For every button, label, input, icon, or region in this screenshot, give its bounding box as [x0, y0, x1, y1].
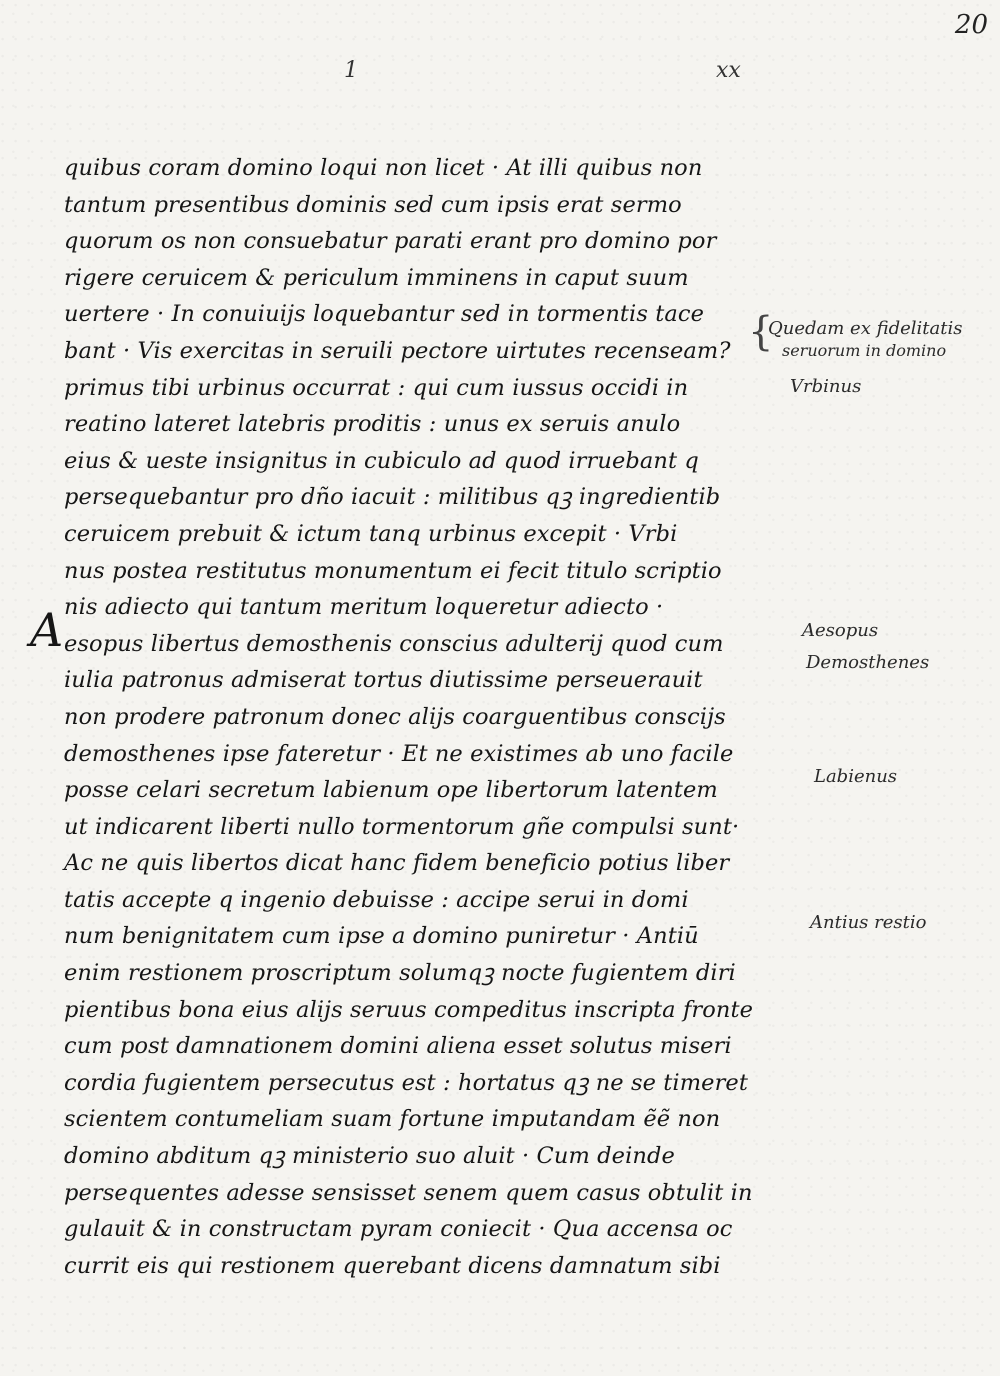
header-mark-left: 1 [344, 58, 358, 83]
text-line: domino abditum qꝫ ministerio suo aluit · Cum deinde [64, 1143, 675, 1170]
margin-note-3: Labienus [814, 766, 898, 787]
margin-note-2-line-2: Demosthenes [806, 652, 930, 673]
text-line: ut indicarent liberti nullo tormentorum gñe compulsi sunt· [64, 813, 740, 840]
margin-note-1-line-3: Vrbinus [790, 376, 862, 397]
text-line: quibus coram domino loqui non licet · At illi quibus non [64, 155, 703, 181]
text-line: non prodere patronum donec alijs coarguentibus conscijs [64, 703, 726, 730]
text-line: iulia patronus admiserat tortus diutissime perseuerauit [64, 667, 703, 694]
main-text-block [64, 150, 754, 1284]
text-line: posse celari secretum labienum ope libertorum latentem [64, 777, 718, 804]
text-line: tantum presentibus dominis sed cum ipsis erat sermo [64, 191, 682, 218]
margin-note-4: Antius restio [810, 912, 927, 933]
text-line: eius & ueste insignitus in cubiculo ad quod irruebant q [64, 447, 699, 474]
text-line: esopus libertus demosthenis conscius adulterij quod cum [64, 630, 724, 657]
text-line: cum post damnationem domini aliena esset solutus miseri [64, 1033, 732, 1060]
text-line: pientibus bona eius alijs seruus compeditus inscripta fronte [64, 996, 754, 1023]
text-line: bant · Vis exercitas in seruili pectore uirtutes recenseam? [64, 337, 731, 364]
text-line: num benignitatem cum ipse a domino puniretur · Antiū [64, 923, 699, 950]
text-line: tatis accepte q ingenio debuisse : accipe serui in domi [64, 886, 689, 913]
text-line: rigere ceruicem & periculum imminens in caput suum [64, 264, 689, 291]
text-line: primus tibi urbinus occurrat : qui cum iussus occidi in [64, 374, 689, 401]
initial-letter: A [30, 603, 64, 657]
margin-note-1-line-2: seruorum in domino [782, 341, 947, 360]
text-line: demosthenes ipse fateretur · Et ne existimes ab uno facile [64, 740, 734, 767]
text-line: Ac ne quis libertos dicat hanc fidem beneficio potius liber [64, 850, 730, 877]
text-line: currit eis qui restionem querebant dicens damnatum sibi [64, 1252, 721, 1279]
text-line: persequentes adesse sensisset senem quem casus obtulit in [64, 1179, 753, 1206]
text-line: ceruicem prebuit & ictum tanq urbinus excepit · Vrbi [64, 520, 678, 547]
text-line: gulauit & in constructam pyram coniecit · Qua accensa oc [64, 1216, 733, 1243]
margin-note-2-line-1: Aesopus [802, 620, 879, 641]
text-line: quorum os non consuebatur parati erant pro domino por [64, 228, 717, 255]
text-line: nis adiecto qui tantum meritum loqueretur adiecto · [64, 594, 664, 621]
text-line: enim restionem proscriptum solumqꝫ nocte fugientem diri [64, 960, 736, 987]
margin-note-1-line-1: Quedam ex fidelitatis [768, 318, 963, 339]
text-line: uertere · In conuiuijs loquebantur sed in tormentis tace [64, 301, 705, 328]
margin-bracket: { [748, 309, 774, 355]
text-line: nus postea restitutus monumentum ei fecit titulo scriptio [64, 557, 722, 584]
text-line: reatino lateret latebris proditis : unus ex seruis anulo [64, 411, 681, 438]
text-line: persequebantur pro dño iacuit : militibus qꝫ ingredientib [64, 484, 721, 511]
header-mark-right: xx [716, 58, 741, 83]
text-line: cordia fugientem persecutus est : hortatus qꝫ ne se timeret [64, 1069, 748, 1096]
text-line: scientem contumeliam suam fortune imputandam ẽẽ non [64, 1106, 721, 1133]
folio-number: 20 [954, 10, 988, 40]
